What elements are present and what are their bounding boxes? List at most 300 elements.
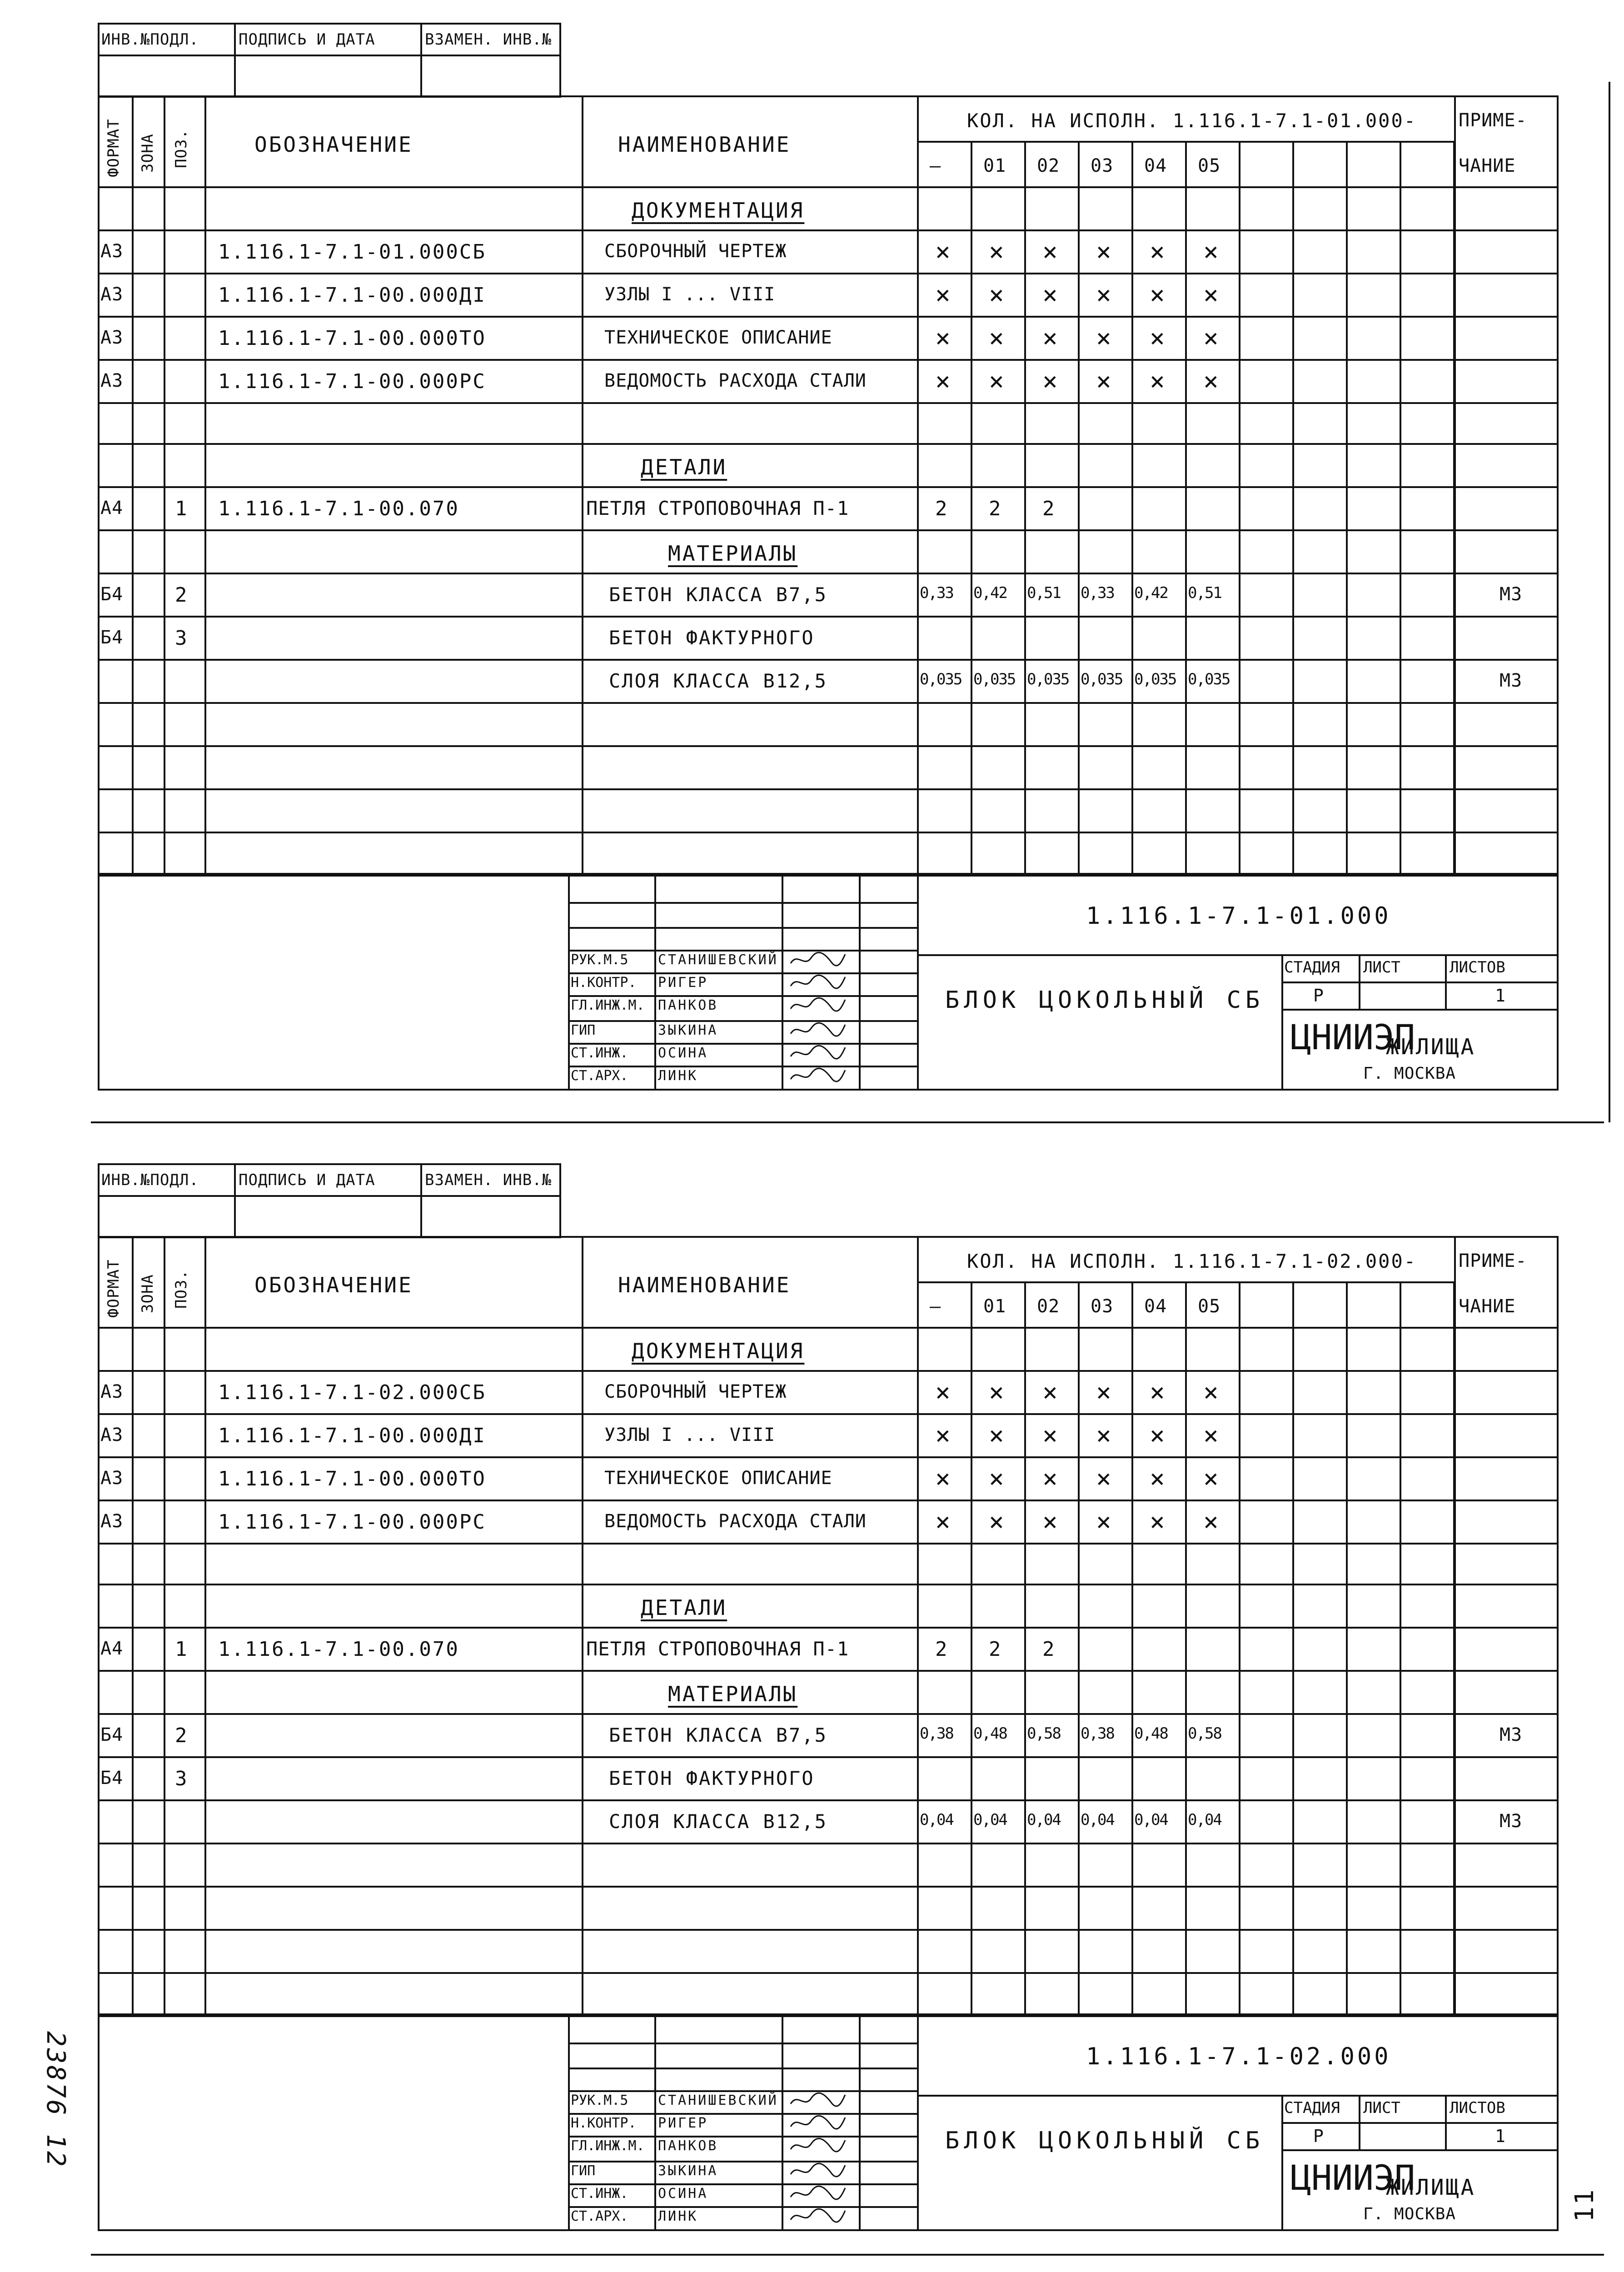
grid-line bbox=[782, 2015, 783, 2231]
x-mark: × bbox=[989, 1421, 1004, 1450]
grid-line bbox=[1281, 2122, 1559, 2124]
stamp-role: Н.КОНТР. bbox=[571, 975, 637, 991]
x-mark: × bbox=[989, 1464, 1004, 1494]
grid-line bbox=[98, 486, 1559, 488]
x-mark: × bbox=[1096, 1421, 1111, 1450]
material-qty: 0,04 bbox=[973, 1811, 1007, 1829]
doc-name: ВЕДОМОСТЬ РАСХОДА СТАЛИ bbox=[604, 370, 867, 391]
grid-line bbox=[1445, 2095, 1447, 2149]
material-qty: 0,42 bbox=[973, 584, 1007, 602]
material-qty: 0,48 bbox=[973, 1724, 1007, 1743]
grid-line bbox=[420, 23, 422, 98]
section-documentation: ДОКУМЕНТАЦИЯ bbox=[632, 198, 805, 223]
variant-column-4: 04 bbox=[1144, 1296, 1167, 1317]
signature bbox=[788, 1020, 847, 1040]
x-mark: × bbox=[1096, 324, 1111, 353]
material-position: 2 bbox=[175, 1724, 189, 1747]
sheet-label: ЛИСТ bbox=[1363, 958, 1400, 977]
grid-line bbox=[568, 875, 570, 1091]
stamp-role: ГЛ.ИНЖ.М. bbox=[571, 2138, 645, 2154]
grid-line bbox=[859, 875, 861, 1091]
grid-line bbox=[1400, 141, 1401, 875]
x-mark: × bbox=[1150, 367, 1165, 396]
doc-format: А3 bbox=[100, 1425, 124, 1445]
organization-name: ЦНИИЭП bbox=[1290, 2157, 1415, 2198]
spec-table bbox=[98, 1236, 1559, 2015]
x-mark: × bbox=[935, 1464, 951, 1494]
grid-line bbox=[1454, 1236, 1456, 2015]
grid-line bbox=[1281, 982, 1559, 983]
material-position: 3 bbox=[175, 1767, 189, 1790]
x-mark: × bbox=[1150, 1378, 1165, 1407]
stamp-name: ОСИНА bbox=[658, 2186, 708, 2202]
x-mark: × bbox=[935, 367, 951, 396]
signature bbox=[788, 2206, 847, 2226]
stage-value: Р bbox=[1313, 986, 1324, 1006]
grid-line bbox=[98, 702, 1559, 704]
stamp-name: СТАНИШЕВСКИЙ bbox=[658, 952, 778, 968]
material-qty: 0,51 bbox=[1027, 584, 1061, 602]
grid-line bbox=[1359, 2095, 1360, 2149]
grid-line bbox=[204, 1236, 206, 2015]
quantity-header: КОЛ. НА ИСПОЛН. 1.116.1-7.1-01.000- bbox=[967, 110, 1417, 132]
material-qty: 0,04 bbox=[1134, 1811, 1168, 1829]
material-name: БЕТОН КЛАССА В7,5 bbox=[609, 583, 827, 606]
stamp-role: РУК.М.5 bbox=[571, 952, 628, 968]
variant-column-4: 04 bbox=[1144, 155, 1167, 176]
x-mark: × bbox=[989, 237, 1004, 267]
material-qty: 0,51 bbox=[1188, 584, 1221, 602]
position-header: ПОЗ. bbox=[172, 129, 190, 168]
grid-line bbox=[132, 1236, 134, 2015]
designation-header: ОБОЗНАЧЕНИЕ bbox=[254, 1273, 413, 1297]
grid-line bbox=[98, 359, 1559, 361]
x-mark: × bbox=[1150, 1464, 1165, 1494]
signature bbox=[788, 2161, 847, 2181]
material-qty: 0,04 bbox=[1081, 1811, 1114, 1829]
material-format: Б4 bbox=[100, 627, 124, 648]
material-qty: 0,04 bbox=[920, 1811, 953, 1829]
grid-line bbox=[1131, 141, 1133, 875]
sheets-label: ЛИСТОВ bbox=[1450, 958, 1505, 977]
variant-column-1: 01 bbox=[983, 1296, 1006, 1317]
grid-line bbox=[568, 927, 918, 929]
x-mark: × bbox=[989, 1507, 1004, 1537]
material-qty: 0,035 bbox=[1081, 670, 1123, 688]
grid-line bbox=[568, 2090, 918, 2092]
x-mark: × bbox=[935, 237, 951, 267]
material-qty: 0,38 bbox=[1081, 1724, 1114, 1743]
specification-sheet-01 bbox=[0, 0, 1624, 1127]
grid-line bbox=[98, 1413, 1559, 1415]
stamp-name: РИГЕР bbox=[658, 2115, 708, 2131]
material-qty: 0,33 bbox=[920, 584, 953, 602]
signature bbox=[788, 995, 847, 1015]
grid-line bbox=[1292, 1281, 1294, 2015]
stamp-role: ГИП bbox=[571, 2163, 596, 2179]
grid-line bbox=[1281, 2095, 1283, 2231]
doc-format: А3 bbox=[100, 327, 124, 348]
material-format: Б4 bbox=[100, 1768, 124, 1789]
part-name: ПЕТЛЯ СТРОПОВОЧНАЯ П-1 bbox=[586, 1638, 849, 1660]
grid-line bbox=[1024, 1281, 1026, 2015]
grid-line bbox=[568, 1043, 918, 1045]
stamp-name: РИГЕР bbox=[658, 975, 708, 991]
doc-name: СБОРОЧНЫЙ ЧЕРТЕЖ bbox=[604, 1381, 787, 1402]
stamp-role: СТ.АРХ. bbox=[571, 1068, 628, 1084]
bottom-edge bbox=[91, 2254, 1604, 2256]
material-position: 3 bbox=[175, 627, 189, 650]
x-mark: × bbox=[1042, 367, 1058, 396]
grid-line bbox=[1131, 1281, 1133, 2015]
x-mark: × bbox=[1203, 1464, 1219, 1494]
grid-line bbox=[654, 875, 656, 1091]
x-mark: × bbox=[1203, 324, 1219, 353]
stage-label: СТАДИЯ bbox=[1284, 2099, 1340, 2117]
doc-designation: 1.116.1-7.1-02.000СБ bbox=[218, 1381, 486, 1404]
x-mark: × bbox=[1096, 1464, 1111, 1494]
part-format: А4 bbox=[100, 1638, 124, 1659]
format-header: ФОРМАТ bbox=[105, 119, 123, 177]
grid-line bbox=[917, 1281, 1454, 1283]
grid-line bbox=[568, 972, 918, 974]
section-documentation: ДОКУМЕНТАЦИЯ bbox=[632, 1339, 805, 1363]
material-qty: 0,58 bbox=[1027, 1724, 1061, 1743]
x-mark: × bbox=[1150, 237, 1165, 267]
grid-line bbox=[98, 832, 1559, 833]
material-qty: 0,04 bbox=[1188, 1811, 1221, 1829]
x-mark: × bbox=[989, 324, 1004, 353]
signature bbox=[788, 2136, 847, 2156]
material-note: М3 bbox=[1499, 1811, 1523, 1832]
x-mark: × bbox=[935, 324, 951, 353]
designation-header: ОБОЗНАЧЕНИЕ bbox=[254, 132, 413, 157]
replacement-inventory-label: ВЗАМЕН. ИНВ.№ bbox=[425, 30, 552, 49]
x-mark: × bbox=[1203, 1507, 1219, 1537]
stamp-name: СТАНИШЕВСКИЙ bbox=[658, 2093, 778, 2108]
material-qty: 0,38 bbox=[920, 1724, 953, 1743]
grid-line bbox=[1024, 141, 1026, 875]
x-mark: × bbox=[1042, 1378, 1058, 1407]
grid-line bbox=[568, 902, 918, 904]
material-name: БЕТОН ФАКТУРНОГО bbox=[609, 627, 815, 649]
material-name: СЛОЯ КЛАССА В12,5 bbox=[609, 670, 827, 692]
note-header-2: ЧАНИЕ bbox=[1459, 1296, 1516, 1317]
doc-designation: 1.116.1-7.1-00.000ДI bbox=[218, 284, 486, 307]
document-code: 1.116.1-7.1-02.000 bbox=[1086, 2043, 1391, 2070]
grid-line bbox=[98, 659, 1559, 661]
material-name: БЕТОН ФАКТУРНОГО bbox=[609, 1767, 815, 1789]
grid-line bbox=[1359, 954, 1360, 1009]
grid-line bbox=[98, 788, 1559, 790]
part-qty: 2 bbox=[935, 1638, 949, 1661]
grid-line bbox=[204, 95, 206, 875]
grid-line bbox=[917, 954, 1559, 956]
organization-city: Г. МОСКВА bbox=[1363, 2205, 1456, 2223]
variant-column-5: 05 bbox=[1198, 1296, 1221, 1317]
x-mark: × bbox=[1150, 1421, 1165, 1450]
right-edge bbox=[1609, 82, 1610, 1122]
part-qty: 2 bbox=[935, 497, 949, 520]
x-mark: × bbox=[1042, 1464, 1058, 1494]
signature bbox=[788, 1066, 847, 1086]
x-mark: × bbox=[1096, 237, 1111, 267]
x-mark: × bbox=[935, 1421, 951, 1450]
variant-column-2: 02 bbox=[1037, 155, 1060, 176]
grid-line bbox=[98, 1370, 1559, 1372]
grid-line bbox=[568, 2113, 918, 2115]
material-qty: 0,04 bbox=[1027, 1811, 1061, 1829]
doc-designation: 1.116.1-7.1-00.000РС bbox=[218, 1510, 486, 1534]
material-qty: 0,48 bbox=[1134, 1724, 1168, 1743]
material-format: Б4 bbox=[100, 1724, 124, 1745]
section-parts: ДЕТАЛИ bbox=[641, 455, 727, 479]
grid-line bbox=[98, 1799, 1559, 1801]
header-bottom-line bbox=[98, 186, 1559, 188]
signature-date-label: ПОДПИСЬ И ДАТА bbox=[239, 1171, 375, 1189]
grid-line bbox=[98, 1713, 1559, 1715]
stamp-name: ПАНКОВ bbox=[658, 997, 718, 1013]
organization-name-2: ЖИЛИЩА bbox=[1386, 2175, 1476, 2200]
organization-city: Г. МОСКВА bbox=[1363, 1064, 1456, 1083]
stamp-name: ЗЫКИНА bbox=[658, 2163, 718, 2179]
replacement-inventory-label: ВЗАМЕН. ИНВ.№ bbox=[425, 1171, 552, 1189]
grid-line bbox=[98, 1670, 1559, 1672]
grid-line bbox=[971, 141, 972, 875]
variant-column-5: 05 bbox=[1198, 155, 1221, 176]
stamp-name: ПАНКОВ bbox=[658, 2138, 718, 2154]
doc-name: УЗЛЫ I ... VIII bbox=[604, 284, 776, 305]
material-note: М3 bbox=[1499, 1724, 1523, 1745]
sheets-value: 1 bbox=[1495, 986, 1506, 1006]
part-designation: 1.116.1-7.1-00.070 bbox=[218, 1638, 459, 1661]
grid-line bbox=[164, 95, 165, 875]
variant-column-0: — bbox=[930, 155, 942, 176]
grid-line bbox=[1078, 1281, 1080, 2015]
grid-line bbox=[582, 95, 583, 875]
x-mark: × bbox=[1203, 280, 1219, 310]
part-qty: 2 bbox=[1042, 1638, 1056, 1661]
grid-line bbox=[98, 1886, 1559, 1888]
variant-column-3: 03 bbox=[1091, 1296, 1114, 1317]
x-mark: × bbox=[935, 1378, 951, 1407]
x-mark: × bbox=[989, 367, 1004, 396]
sheets-label: ЛИСТОВ bbox=[1450, 2099, 1505, 2117]
note-header-2: ЧАНИЕ bbox=[1459, 155, 1516, 176]
grid-line bbox=[917, 875, 919, 1091]
stage-label: СТАДИЯ bbox=[1284, 958, 1340, 977]
grid-line bbox=[234, 23, 236, 98]
x-mark: × bbox=[1096, 280, 1111, 310]
document-code: 1.116.1-7.1-01.000 bbox=[1086, 902, 1391, 930]
grid-line bbox=[98, 1929, 1559, 1931]
grid-line bbox=[1281, 2149, 1559, 2151]
zone-header: ЗОНА bbox=[139, 134, 157, 173]
part-name: ПЕТЛЯ СТРОПОВОЧНАЯ П-1 bbox=[586, 497, 849, 519]
doc-designation: 1.116.1-7.1-01.000СБ bbox=[218, 240, 486, 264]
material-qty: 0,035 bbox=[1027, 670, 1069, 688]
grid-line bbox=[568, 2136, 918, 2137]
grid-line bbox=[568, 1020, 918, 1022]
section-materials: МАТЕРИАЛЫ bbox=[668, 541, 798, 566]
position-header: ПОЗ. bbox=[172, 1270, 190, 1309]
note-header-1: ПРИМЕ- bbox=[1459, 1251, 1527, 1271]
part-qty: 2 bbox=[989, 1638, 1003, 1661]
doc-format: А3 bbox=[100, 1381, 124, 1402]
x-mark: × bbox=[1203, 1378, 1219, 1407]
material-qty: 0,42 bbox=[1134, 584, 1168, 602]
grid-line bbox=[98, 1843, 1559, 1844]
stamp-name: ЛИНК bbox=[658, 1068, 698, 1084]
part-designation: 1.116.1-7.1-00.070 bbox=[218, 497, 459, 520]
stamp-role: СТ.ИНЖ. bbox=[571, 2186, 628, 2202]
grid-line bbox=[1292, 141, 1294, 875]
name-header: НАИМЕНОВАНИЕ bbox=[618, 1273, 791, 1297]
variant-column-0: — bbox=[930, 1296, 942, 1317]
doc-format: А3 bbox=[100, 1468, 124, 1489]
x-mark: × bbox=[1096, 1507, 1111, 1537]
grid-line bbox=[1445, 954, 1447, 1009]
doc-designation: 1.116.1-7.1-00.000ДI bbox=[218, 1424, 486, 1447]
material-qty: 0,58 bbox=[1188, 1724, 1221, 1743]
grid-line bbox=[568, 2015, 570, 2231]
stamp-role: РУК.М.5 bbox=[571, 2093, 628, 2108]
grid-line bbox=[98, 1543, 1559, 1545]
doc-name: СБОРОЧНЫЙ ЧЕРТЕЖ bbox=[604, 241, 787, 262]
grid-line bbox=[234, 1163, 236, 1238]
grid-line bbox=[1281, 954, 1283, 1091]
grid-line bbox=[568, 950, 918, 952]
organization-name-2: ЖИЛИЩА bbox=[1386, 1034, 1476, 1060]
inventory-number-label: ИНВ.№ПОДЛ. bbox=[101, 30, 199, 49]
grid-line bbox=[971, 1281, 972, 2015]
doc-format: А3 bbox=[100, 284, 124, 305]
grid-line bbox=[98, 529, 1559, 531]
grid-line bbox=[98, 745, 1559, 747]
doc-designation: 1.116.1-7.1-00.000ТО bbox=[218, 327, 486, 350]
sheet-separator bbox=[91, 1121, 1604, 1123]
x-mark: × bbox=[935, 1507, 951, 1537]
grid-line bbox=[98, 1195, 561, 1197]
material-qty: 0,035 bbox=[1134, 670, 1176, 688]
x-mark: × bbox=[1150, 324, 1165, 353]
specification-sheet-02 bbox=[0, 1141, 1624, 2258]
grid-line bbox=[1400, 1281, 1401, 2015]
x-mark: × bbox=[1150, 280, 1165, 310]
x-mark: × bbox=[1203, 1421, 1219, 1450]
grid-line bbox=[1239, 141, 1240, 875]
signature bbox=[788, 972, 847, 992]
doc-format: А3 bbox=[100, 370, 124, 391]
sheet-label: ЛИСТ bbox=[1363, 2099, 1400, 2117]
grid-line bbox=[1185, 1281, 1187, 2015]
drawing-title: БЛОК ЦОКОЛЬНЫЙ СБ bbox=[945, 987, 1265, 1014]
grid-line bbox=[164, 1236, 165, 2015]
grid-line bbox=[1281, 1009, 1559, 1011]
spec-table bbox=[98, 95, 1559, 875]
grid-line bbox=[917, 1236, 919, 2015]
material-qty: 0,035 bbox=[973, 670, 1016, 688]
x-mark: × bbox=[1096, 367, 1111, 396]
grid-line bbox=[568, 2161, 918, 2162]
grid-line bbox=[98, 1456, 1559, 1458]
part-position: 1 bbox=[175, 497, 189, 520]
signature-date-label: ПОДПИСЬ И ДАТА bbox=[239, 30, 375, 49]
grid-line bbox=[98, 1627, 1559, 1629]
grid-line bbox=[568, 2206, 918, 2208]
doc-name: ТЕХНИЧЕСКОЕ ОПИСАНИЕ bbox=[604, 327, 832, 348]
x-mark: × bbox=[1042, 1507, 1058, 1537]
note-header-1: ПРИМЕ- bbox=[1459, 110, 1527, 131]
x-mark: × bbox=[1042, 324, 1058, 353]
grid-line bbox=[1185, 141, 1187, 875]
grid-line bbox=[98, 229, 1559, 231]
x-mark: × bbox=[989, 280, 1004, 310]
grid-line bbox=[1454, 95, 1456, 875]
grid-line bbox=[859, 2015, 861, 2231]
grid-line bbox=[420, 1163, 422, 1238]
material-format: Б4 bbox=[100, 584, 124, 605]
grid-line bbox=[917, 141, 1454, 143]
signature bbox=[788, 1043, 847, 1063]
quantity-header: КОЛ. НА ИСПОЛН. 1.116.1-7.1-02.000- bbox=[967, 1250, 1417, 1272]
material-position: 2 bbox=[175, 583, 189, 607]
x-mark: × bbox=[935, 280, 951, 310]
x-mark: × bbox=[1042, 280, 1058, 310]
grid-line bbox=[98, 443, 1559, 445]
grid-line bbox=[1078, 141, 1080, 875]
grid-line bbox=[917, 95, 919, 875]
format-header: ФОРМАТ bbox=[105, 1259, 123, 1318]
x-mark: × bbox=[1042, 237, 1058, 267]
stamp-role: СТ.ИНЖ. bbox=[571, 1045, 628, 1061]
material-name: СЛОЯ КЛАССА В12,5 bbox=[609, 1810, 827, 1833]
stamp-role: ГИП bbox=[571, 1022, 596, 1038]
grid-line bbox=[782, 875, 783, 1091]
margin-code: 23876 12 bbox=[41, 2031, 70, 2168]
doc-name: ВЕДОМОСТЬ РАСХОДА СТАЛИ bbox=[604, 1511, 867, 1532]
part-qty: 2 bbox=[1042, 497, 1056, 520]
x-mark: × bbox=[1096, 1378, 1111, 1407]
grid-line bbox=[98, 316, 1559, 318]
grid-line bbox=[917, 2095, 1559, 2097]
grid-line bbox=[98, 1584, 1559, 1585]
stamp-name: ОСИНА bbox=[658, 1045, 708, 1061]
grid-line bbox=[98, 1972, 1559, 1974]
variant-column-3: 03 bbox=[1091, 155, 1114, 176]
grid-line bbox=[568, 2043, 918, 2044]
grid-line bbox=[98, 1500, 1559, 1501]
stamp-role: СТ.АРХ. bbox=[571, 2208, 628, 2224]
stamp-role: Н.КОНТР. bbox=[571, 2115, 637, 2131]
stamp-name: ЗЫКИНА bbox=[658, 1022, 718, 1038]
grid-line bbox=[98, 573, 1559, 574]
doc-format: А3 bbox=[100, 241, 124, 262]
stamp-name: ЛИНК bbox=[658, 2208, 698, 2224]
part-position: 1 bbox=[175, 1638, 189, 1661]
stage-value: Р bbox=[1313, 2126, 1324, 2146]
grid-line bbox=[132, 95, 134, 875]
part-qty: 2 bbox=[989, 497, 1003, 520]
stamp-role: ГЛ.ИНЖ.М. bbox=[571, 997, 645, 1013]
variant-column-1: 01 bbox=[983, 155, 1006, 176]
signature bbox=[788, 2090, 847, 2110]
signature bbox=[788, 2113, 847, 2133]
page-number: 11 bbox=[1570, 2187, 1599, 2222]
material-qty: 0,035 bbox=[920, 670, 962, 688]
grid-line bbox=[582, 1236, 583, 2015]
grid-line bbox=[1346, 141, 1348, 875]
